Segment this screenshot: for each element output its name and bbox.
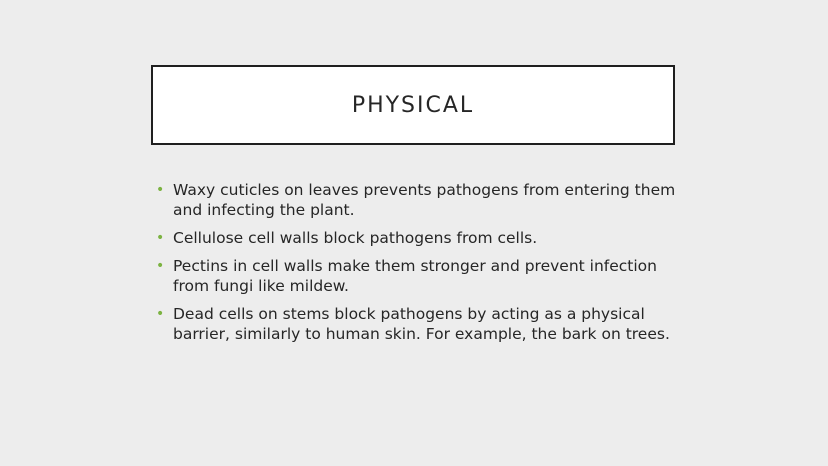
bullet-text: Waxy cuticles on leaves prevents pathogens from entering them and infecting the plant.	[173, 181, 676, 219]
bullet-dot-icon: •	[156, 306, 165, 322]
bullet-item-waxy-cuticles	[156, 180, 676, 220]
bullet-dot-icon: •	[156, 230, 165, 246]
bullet-text: Cellulose cell walls block pathogens from cells.	[173, 229, 538, 247]
bullet-item-cellulose	[156, 228, 676, 248]
bullet-text: Dead cells on stems block pathogens by acting as a physical barrier, similarly to human skin. For example, the bark on trees.	[173, 305, 670, 343]
bullet-item-dead-cells	[156, 304, 676, 344]
bullet-dot-icon: •	[156, 258, 165, 274]
bullet-list	[156, 180, 676, 352]
bullet-text: Pectins in cell walls make them stronger and prevent infection from fungi like mildew.	[173, 257, 657, 295]
title-box	[151, 65, 675, 145]
bullet-item-pectins	[156, 256, 676, 296]
bullet-dot-icon: •	[156, 182, 165, 198]
slide-title: PHYSICAL	[351, 92, 475, 118]
